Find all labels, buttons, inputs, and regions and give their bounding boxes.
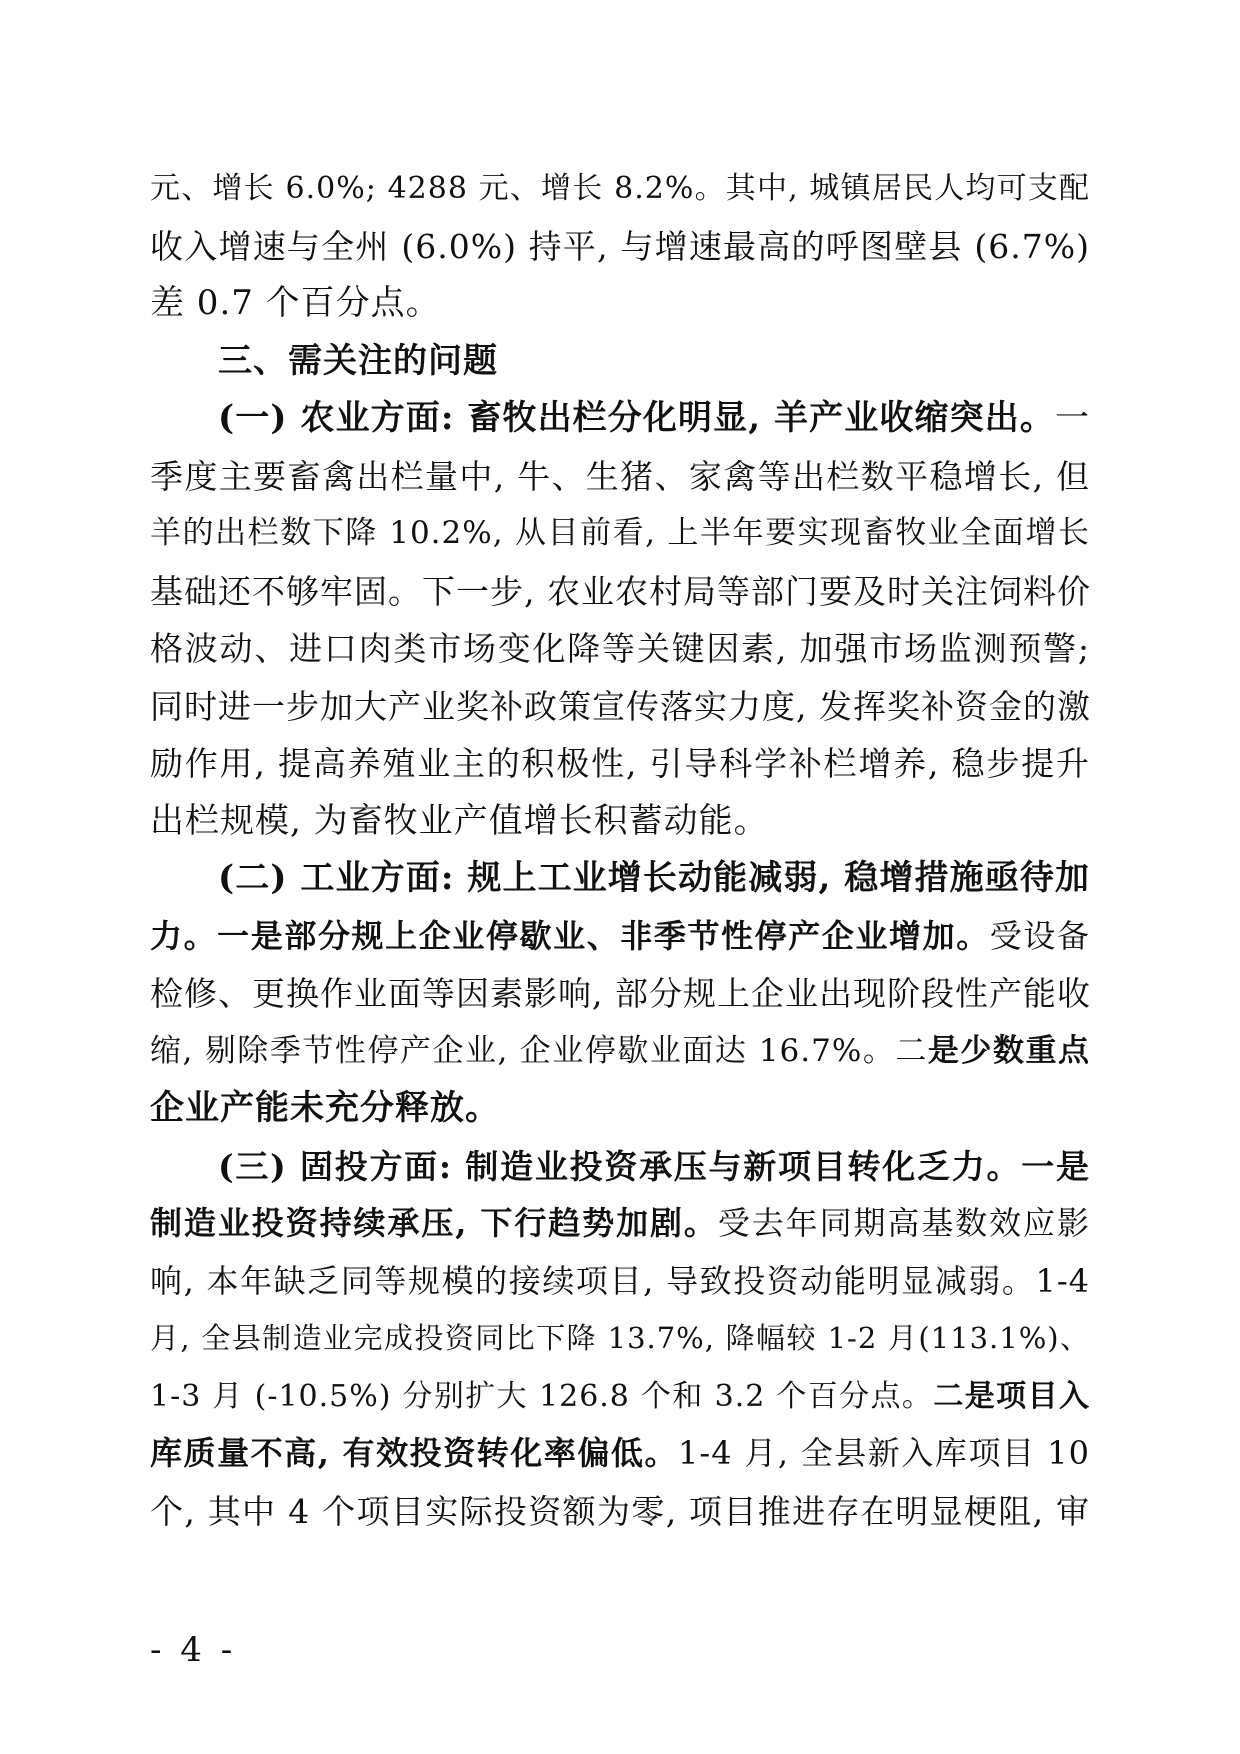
text-line-14: 力。一是部分规上企业停歇业、非季节性停产企业增加。受设备 bbox=[150, 916, 1090, 955]
section-heading-3: 三、需关注的问题 bbox=[218, 340, 498, 381]
text-line-20: 响, 本年缺乏同等规模的接续项目, 导致投资动能明显减弱。1-4 bbox=[150, 1261, 1090, 1300]
document-body bbox=[150, 160, 1090, 1540]
text-line-7: 羊的出栏数下降 10.2%, 从目前看, 上半年要实现畜牧业全面增长 bbox=[150, 515, 1090, 551]
text-line-11: 励作用, 提高养殖业主的积极性, 引导科学补栏增养, 稳步提升 bbox=[150, 744, 1090, 783]
text-line-1: 元、增长 6.0%; 4288 元、增长 8.2%。其中, 城镇居民人均可支配 bbox=[150, 171, 1090, 206]
text-line-19: 制造业投资持续承压, 下行趋势加剧。受去年同期高基数效应影 bbox=[150, 1204, 1090, 1242]
text-line-8: 基础还不够牢固。下一步, 农业农村局等部门要及时关注饲料价 bbox=[150, 571, 1091, 611]
text-line-16: 缩, 剔除季节性停产企业, 企业停歇业面达 16.7%。二是少数重点 bbox=[150, 1032, 1091, 1069]
text-line-23: 库质量不高, 有效投资转化率偏低。1-4 月, 全县新入库项目 10 bbox=[150, 1434, 1090, 1472]
text-line-2: 收入增速与全州 (6.0%) 持平, 与增速最高的呼图壁县 (6.7%) bbox=[150, 226, 1090, 266]
text-line-24: 个, 其中 4 个项目实际投资额为零, 项目推进存在明显梗阻, 审 bbox=[150, 1491, 1090, 1531]
text-line-12: 出栏规模, 为畜牧业产值增长积蓄动能。 bbox=[150, 800, 769, 841]
text-line-22: 1-3 月 (-10.5%) 分别扩大 126.8 个和 3.2 个百分点。二是项目入 bbox=[150, 1378, 1090, 1414]
text-line-15: 检修、更换作业面等因素影响, 部分规上企业出现阶段性产能收 bbox=[150, 974, 1091, 1013]
text-line-10: 同时进一步加大产业奖补政策宣传落实力度, 发挥奖补资金的激 bbox=[150, 686, 1091, 726]
page-number: - 4 - bbox=[150, 1630, 237, 1670]
text-line-17: 企业产能未充分释放。 bbox=[150, 1088, 500, 1128]
text-line-3: 差 0.7 个百分点。 bbox=[150, 283, 441, 323]
text-line-9: 格波动、进口肉类市场变化降等关键因素, 加强市场监测预警; bbox=[150, 629, 1090, 668]
subsection-heading-investment: (三) 固投方面: 制造业投资承压与新项目转化乏力。一是 bbox=[218, 1146, 1090, 1186]
text-line-21: 月, 全县制造业完成投资同比下降 13.7%, 降幅较 1-2 月(113.1%)、 bbox=[150, 1321, 1090, 1355]
subsection-heading-industry: (二) 工业方面: 规上工业增长动能减弱, 稳增措施亟待加 bbox=[218, 858, 1090, 898]
text-line-6: 季度主要畜禽出栏量中, 牛、生猪、家禽等出栏数平稳增长, 但 bbox=[150, 456, 1090, 496]
subsection-heading-agriculture: (一) 农业方面: 畜牧出栏分化明显, 羊产业收缩突出。一 bbox=[218, 398, 1090, 438]
